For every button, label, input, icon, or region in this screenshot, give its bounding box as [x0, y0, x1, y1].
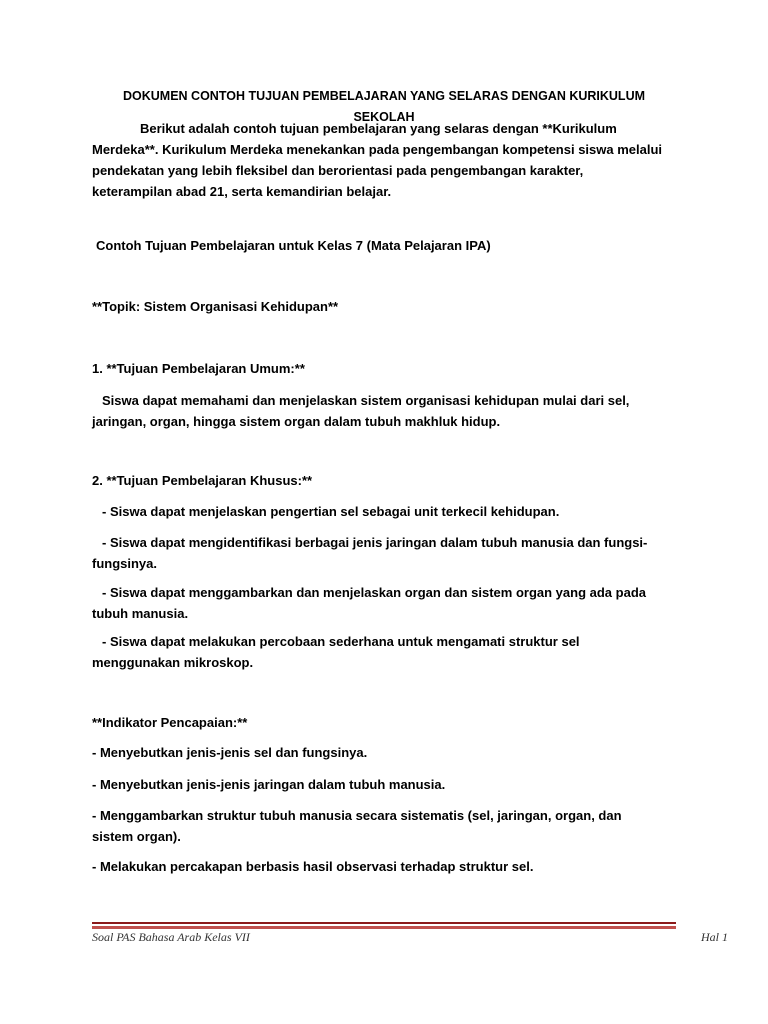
section1-text: Siswa dapat memahami dan menjelaskan sistem organisasi kehidupan mulai dari sel, jaringan, organ, hingga sistem organ dalam tubuh makhluk hidup. [92, 393, 630, 429]
footer-rule-dark [92, 922, 676, 924]
section1-heading: 1. **Tujuan Pembelajaran Umum:** [92, 361, 305, 376]
section2-item-1: - Siswa dapat menjelaskan pengertian sel sebagai unit terkecil kehidupan. [102, 504, 560, 519]
section2-item-2: - Siswa dapat mengidentifikasi berbagai jenis jaringan dalam tubuh manusia dan fungsi-fungsinya. [92, 535, 648, 571]
indicator-heading: **Indikator Pencapaian:** [92, 715, 248, 730]
footer-rule-light [92, 926, 676, 929]
section2-heading: 2. **Tujuan Pembelajaran Khusus:** [92, 473, 313, 488]
indicator-item-3: - Menggambarkan struktur tubuh manusia secara sistematis (sel, jaringan, organ, dan sistem organ). [92, 808, 622, 844]
topic-heading: **Topik: Sistem Organisasi Kehidupan** [92, 299, 339, 314]
section2-item-4: - Siswa dapat melakukan percobaan sederhana untuk mengamati struktur sel menggunakan mikroskop. [92, 634, 580, 670]
footer-document-name: Soal PAS Bahasa Arab Kelas VII [92, 930, 250, 944]
document-title: DOKUMEN CONTOH TUJUAN PEMBELAJARAN YANG SELARAS DENGAN KURIKULUM SEKOLAH [122, 89, 646, 124]
indicator-item-1: - Menyebutkan jenis-jenis sel dan fungsinya. [92, 745, 368, 760]
footer-page-number: Hal 1 [701, 930, 728, 944]
subheading: Contoh Tujuan Pembelajaran untuk Kelas 7 (Mata Pelajaran IPA) [96, 238, 491, 253]
indicator-item-4: - Melakukan percakapan berbasis hasil observasi terhadap struktur sel. [92, 859, 534, 874]
section2-item-3: - Siswa dapat menggambarkan dan menjelaskan organ dan sistem organ yang ada pada tubuh manusia. [92, 585, 646, 621]
intro-paragraph: Berikut adalah contoh tujuan pembelajaran yang selaras dengan **Kurikulum Merdeka**. Kurikulum Merdeka menekankan pada pengembangan kompetensi siswa melalui pendekatan yang lebih fleksibel dan berorientasi pada pengembangan karakter, keterampilan abad 21, serta kemandirian belajar. [92, 121, 663, 199]
indicator-item-2: - Menyebutkan jenis-jenis jaringan dalam tubuh manusia. [92, 777, 446, 792]
